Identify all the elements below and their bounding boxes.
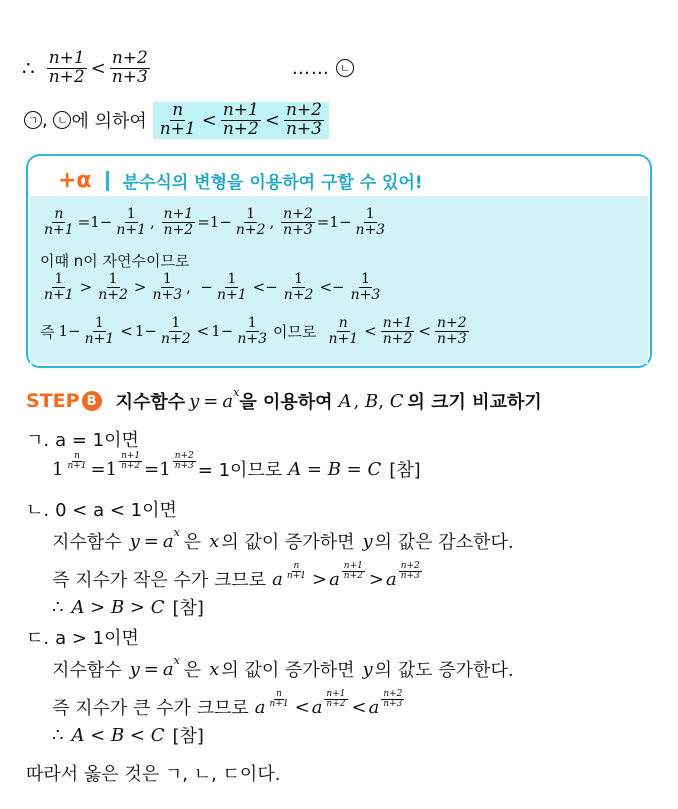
step-label: STEP xyxy=(26,390,80,412)
conclusion xyxy=(26,760,280,786)
plus-alpha-badge: +α xyxy=(58,168,92,193)
item-mark: ㄷ. xyxy=(26,628,50,649)
case-b-line-2: 즉 지수가 작은 수가 크므로 a $\frac{n}{n+1}$ > a $\frac{n+1}{n+2}$ > a $\frac{n+2}{n+3}$ xyxy=(52,560,420,591)
conclusion-text: 따라서 옳은 것은 ㄱ, ㄴ, ㄷ이다. xyxy=(26,764,281,785)
item-mark: ㄱ. xyxy=(26,430,50,451)
explanation-text: 지수함수 xyxy=(52,660,122,681)
step-heading: STEP B 지수함수 y = a x 을 이용하여 A , B , C 의 크기 비교하기 xyxy=(26,385,542,413)
explanation-text: 의 값도 증가한다. xyxy=(374,660,514,681)
circled-label-1: ㄱ xyxy=(24,111,42,129)
step-title: 의 크기 비교하기 xyxy=(407,392,542,413)
verdict-label: [참] xyxy=(172,726,204,747)
divider xyxy=(106,171,109,191)
box-line-1: $\frac{n}{n+1}$ =1− $\frac{1}{n+1}$ , $\frac{n+1}{n+2}$ =1− $\frac{1}{n+2}$ , $\frac{n+2}{n+3}$ =1− $\frac{1}{n+3}$ xyxy=(44,206,386,238)
explanation-text: 은 xyxy=(183,660,202,681)
circled-label-2: ㄴ xyxy=(336,59,354,77)
condition-text: 0 < a < 1이면 xyxy=(55,500,177,521)
box-text: 즉 xyxy=(40,322,55,341)
fraction: $\frac{n+1}{n+2}$ xyxy=(48,48,85,87)
explanation-text: 은 xyxy=(183,532,202,553)
condition-text: a > 1이면 xyxy=(55,628,139,649)
case-c-result: ∴ A < B < C [참] xyxy=(52,722,204,748)
explanation-text: 의 값이 증가하면 xyxy=(221,532,355,553)
box-line-2 xyxy=(40,250,189,271)
explanation-text: 즉 지수가 큰 수가 크므로 xyxy=(52,698,249,719)
explanation-text: 지수함수 xyxy=(52,532,122,553)
step-title: 지수함수 xyxy=(115,392,186,413)
box-text: 이때 n이 자연수이므로 xyxy=(40,252,190,270)
highlighted-inequality: $\frac{n}{n+1}$ < $\frac{n+1}{n+2}$ < $\frac{n+2}{n+3}$ xyxy=(153,102,329,139)
verdict-label: [참] xyxy=(172,598,204,619)
result-relation: A < B < C xyxy=(71,724,165,746)
tip-box-title: 분수식의 변형을 이용하여 구할 수 있어! xyxy=(122,173,423,193)
case-b-result: ∴ A > B > C [참] xyxy=(52,594,204,620)
case-c-line-1: 지수함수 y = a x 은 x 의 값이 증가하면 y 의 값도 증가한다. xyxy=(52,653,514,681)
item-mark: ㄴ. xyxy=(26,500,50,521)
box-line-4: 즉 1− $\frac{1}{n+1}$ < 1− $\frac{1}{n+2}$ < 1− $\frac{1}{n+3}$ 이므로 $\frac{n}{n+1}$ < $\frac{n+1}{n+2}$ < $\frac{n+2}{n+3}$ xyxy=(40,315,467,347)
step-title: 을 이용하여 xyxy=(239,392,333,413)
explanation-text: 의 값이 증가하면 xyxy=(221,660,355,681)
result-relation: A > B > C xyxy=(71,596,165,618)
case-c-line-2: 즉 지수가 큰 수가 크므로 a $\frac{n}{n+1}$ < a $\frac{n+1}{n+2}$ < a $\frac{n+2}{n+3}$ xyxy=(52,688,403,719)
explanation-text: 의 값은 감소한다. xyxy=(374,532,514,553)
result-text: = 1이므로 xyxy=(197,460,283,481)
therefore-symbol: ∴ xyxy=(22,56,35,81)
apply-text: 에 의하여 xyxy=(71,111,147,133)
verdict-label: [참] xyxy=(389,460,421,481)
box-text: 이므로 xyxy=(273,322,317,341)
ellipsis: …… xyxy=(291,57,330,79)
fraction: $\frac{n+2}{n+3}$ xyxy=(111,48,148,87)
inequality-line-1: ∴ $\frac{n+1}{n+2}$ < $\frac{n+2}{n+3}$ …… ㄴ xyxy=(22,50,354,87)
step-letter-badge: B xyxy=(82,391,102,411)
box-line-3: $\frac{1}{n+1}$ > $\frac{1}{n+2}$ > $\frac{1}{n+3}$ , − $\frac{1}{n+1}$ <− $\frac{1}{n+2}$ <− $\frac{1}{n+3}$ xyxy=(44,271,381,303)
case-a-result: 1 $\frac{n}{n+1}$ =1 $\frac{n+1}{n+2}$ =1 $\frac{n+2}{n+3}$ = 1이므로 A = B = C [참] xyxy=(52,450,421,481)
combined-inequality: ㄱ , ㄴ 에 의하여 $\frac{n}{n+1}$ < $\frac{n+1}{n+2}$ < $\frac{n+2}{n+3}$ xyxy=(24,102,329,139)
case-c-condition xyxy=(26,624,139,650)
case-b-condition xyxy=(26,496,177,522)
tip-box-header xyxy=(58,168,423,193)
condition-text: a = 1이면 xyxy=(55,430,139,451)
circled-label-2: ㄴ xyxy=(53,111,71,129)
case-b-line-1: 지수함수 y = a x 은 x 의 값이 증가하면 y 의 값은 감소한다. xyxy=(52,525,514,553)
explanation-text: 즉 지수가 작은 수가 크므로 xyxy=(52,570,267,591)
case-a-condition xyxy=(26,426,139,452)
result-relation: A = B = C xyxy=(288,458,382,480)
